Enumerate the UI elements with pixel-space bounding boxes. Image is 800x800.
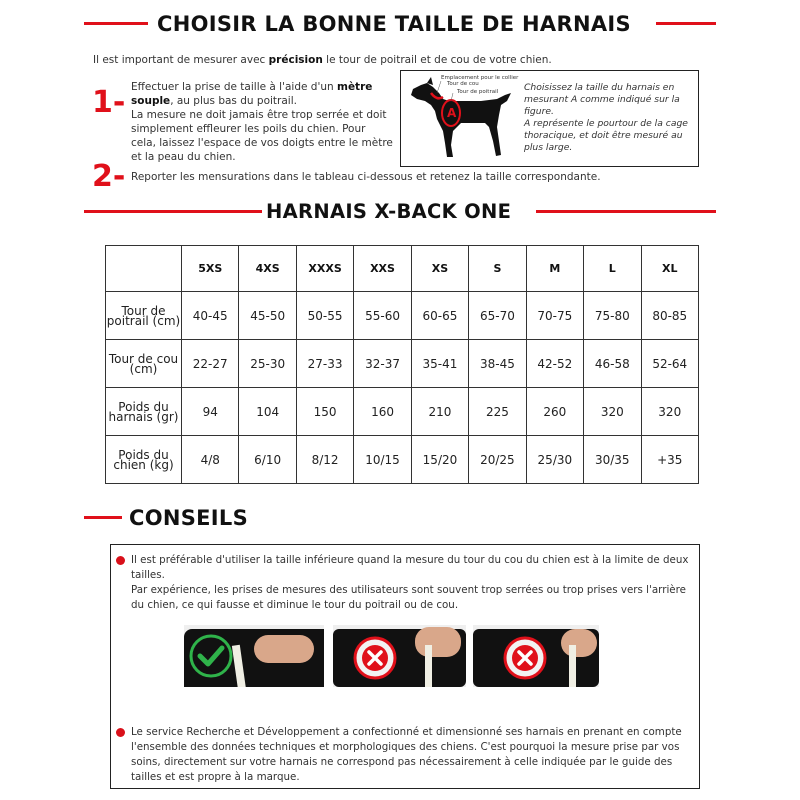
size-header: S [469, 246, 526, 292]
step1-line1-bold: mètre [337, 81, 373, 93]
tip1-bullet [116, 556, 125, 565]
table-cell: 10/15 [354, 436, 411, 484]
intro-pre: Il est important de mesurer avec [93, 54, 269, 66]
tape-measure [569, 645, 576, 687]
tape-measure [425, 645, 432, 687]
step1-line1-pre: Effectuer la prise de taille à l'aide d'un [131, 81, 337, 93]
dog-figure-box [400, 70, 699, 167]
table-cell: 150 [296, 388, 353, 436]
hand-shape [561, 629, 597, 657]
table-cell: 104 [239, 388, 296, 436]
table-cell: 50-55 [296, 292, 353, 340]
page-title: CHOISIR LA BONNE TAILLE DE HARNAIS [157, 12, 631, 36]
size-header: L [584, 246, 641, 292]
table-cell: 4/8 [182, 436, 239, 484]
row-label: Poids du harnais (gr) [106, 388, 182, 436]
figure-caption [524, 82, 690, 154]
intro-bold: précision [268, 54, 323, 66]
size-header-row [106, 246, 699, 292]
step2-text: Reporter les mensurations dans le tableau ci-dessous et retenez la taille correspondante. [131, 171, 601, 183]
header-rule-right [656, 22, 716, 25]
table-cell: 55-60 [354, 292, 411, 340]
figure-caption-1: Choisissez la taille du harnais en mesurant A comme indiqué sur la figure. [524, 82, 680, 117]
table-row [106, 340, 699, 388]
size-header: 5XS [182, 246, 239, 292]
table-cell: 70-75 [526, 292, 583, 340]
tip1-text [131, 553, 696, 613]
step1-text [131, 80, 393, 164]
intro-text [93, 53, 713, 67]
table-row [106, 436, 699, 484]
table-cell: 32-37 [354, 340, 411, 388]
table-cell: 20/25 [469, 436, 526, 484]
table-cell: 6/10 [239, 436, 296, 484]
label-collar: Emplacement pour le collier [441, 75, 519, 81]
table-cell: 30/35 [584, 436, 641, 484]
size-header: M [526, 246, 583, 292]
table-cell: 52-64 [641, 340, 699, 388]
tip1-b: Par expérience, les prises de mesures des utilisateurs sont souvent trop serrées ou trop prises vers l'arrière du chien, ce qui fausse et diminue le tour du poitrail ou de cou. [131, 584, 686, 611]
table-cell: 60-65 [411, 292, 468, 340]
size-table [105, 245, 699, 484]
table-rule-left [84, 210, 262, 213]
step1-line2-post: , au plus bas du poitrail. [170, 95, 297, 107]
tip2-bullet [116, 728, 125, 737]
label-chest: Tour de poitrail [457, 89, 499, 95]
table-cell: 38-45 [469, 340, 526, 388]
table-cell: 45-50 [239, 292, 296, 340]
step1-rest: La mesure ne doit jamais être trop serrée et doit simplement effleurer les poils du chien. Pour cela, laissez l'espace de vos doigts entre le mètre et la peau du chien. [131, 109, 393, 163]
size-header: XXXS [296, 246, 353, 292]
table-cell: 320 [584, 388, 641, 436]
table-cell: 42-52 [526, 340, 583, 388]
step2-number: 2- [92, 159, 126, 194]
table-rule-right [536, 210, 716, 213]
chest-marker-letter: A [447, 106, 457, 120]
size-header: XXS [354, 246, 411, 292]
table-cell: 15/20 [411, 436, 468, 484]
table-cell: 65-70 [469, 292, 526, 340]
table-row [106, 292, 699, 340]
photo-correct [184, 625, 324, 687]
size-header: 4XS [239, 246, 296, 292]
figure-caption-2: A représente le pourtour de la cage thoracique, et doit être mesuré au plus large. [524, 118, 688, 153]
hand-shape [254, 635, 314, 663]
cross-icon [353, 636, 397, 680]
tip1-a: Il est préférable d'utiliser la taille inférieure quand la mesure du tour du cou du chien est à la limite de deux tailles. [131, 554, 689, 581]
tip2-text: Le service Recherche et Développement a confectionné et dimensionné ses harnais en prenant en compte l'ensemble des données techniques et morphologiques des chiens. C'est pourquoi la mesure prise par vos soins, directement sur votre harnais ne correspond pas nécessairement à celle indiquée par le guide des tailles et est propre à la marque. [131, 726, 682, 783]
size-header-corner [106, 246, 182, 292]
table-cell: 25-30 [239, 340, 296, 388]
table-cell: 25/30 [526, 436, 583, 484]
row-label: Poids du chien (kg) [106, 436, 182, 484]
table-cell: 94 [182, 388, 239, 436]
conseils-box [110, 544, 700, 789]
label-neck: Tour de cou [447, 81, 479, 87]
step1-number: 1- [92, 85, 126, 120]
photo-wrong-1 [333, 625, 466, 687]
size-header: XS [411, 246, 468, 292]
table-cell: 8/12 [296, 436, 353, 484]
check-icon [189, 634, 233, 678]
table-cell: 22-27 [182, 340, 239, 388]
table-cell: 40-45 [182, 292, 239, 340]
table-cell: 210 [411, 388, 468, 436]
intro-post: le tour de poitrail et de cou de votre chien. [322, 54, 552, 66]
row-label: Tour de cou (cm) [106, 340, 182, 388]
conseils-title: CONSEILS [129, 506, 249, 530]
table-cell: 160 [354, 388, 411, 436]
table-cell: +35 [641, 436, 699, 484]
conseils-rule [84, 516, 122, 519]
table-title: HARNAIS X-BACK ONE [266, 200, 512, 223]
photo-wrong-2 [473, 625, 599, 687]
hand-shape [415, 627, 461, 657]
table-cell: 320 [641, 388, 699, 436]
table-cell: 35-41 [411, 340, 468, 388]
size-header: XL [641, 246, 699, 292]
table-row [106, 388, 699, 436]
table-cell: 260 [526, 388, 583, 436]
table-cell: 27-33 [296, 340, 353, 388]
cross-icon [503, 636, 547, 680]
table-cell: 225 [469, 388, 526, 436]
table-cell: 46-58 [584, 340, 641, 388]
step1-line2-bold: souple [131, 95, 171, 107]
table-cell: 80-85 [641, 292, 699, 340]
table-cell: 75-80 [584, 292, 641, 340]
header-rule-left [84, 22, 148, 25]
row-label: Tour de poitrail (cm) [106, 292, 182, 340]
